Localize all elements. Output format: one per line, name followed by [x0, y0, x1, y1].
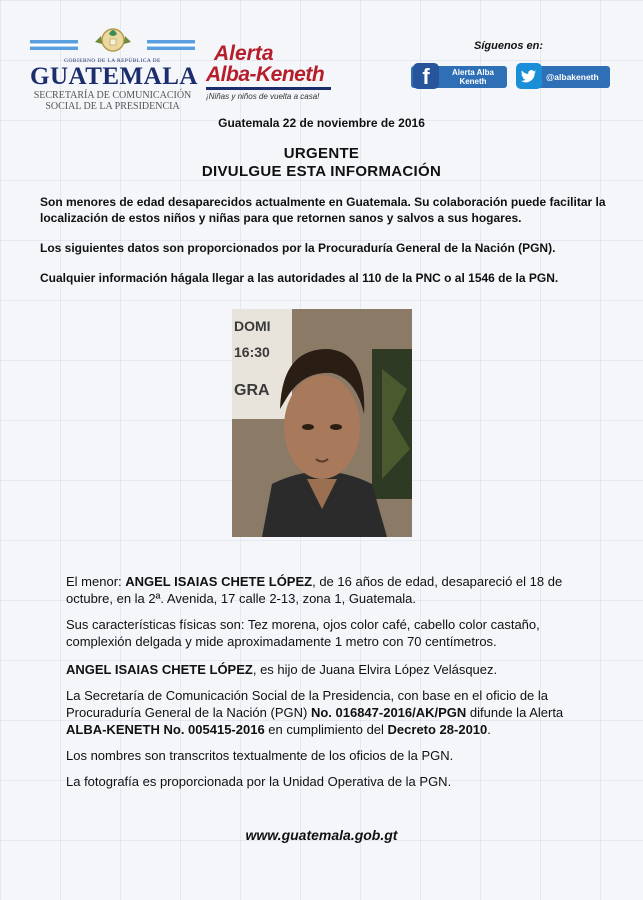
coat-of-arms-icon — [93, 22, 133, 56]
gov-small-caption: GOBIERNO DE LA REPÚBLICA DE — [64, 58, 161, 64]
missing-person-name: ANGEL ISAIAS CHETE LÓPEZ — [125, 574, 313, 589]
missing-person-name-2: ANGEL ISAIAS CHETE LÓPEZ — [66, 662, 253, 677]
twitter-icon — [516, 63, 542, 89]
social-title: Síguenos en: — [474, 40, 544, 52]
p3-details: , es hijo de Juana Elvira López Velásquez. — [252, 662, 498, 677]
twitter-label: @albakeneth — [546, 72, 599, 82]
body-paragraph-photo-note: La fotografía es proporcionada por la Unidad Operativa de la PGN. — [66, 774, 452, 789]
title-urgente: URGENTE — [283, 145, 360, 162]
p1-prefix: El menor: — [66, 574, 126, 589]
facebook-link[interactable] — [411, 66, 507, 88]
body-paragraph-secretaria — [66, 687, 586, 738]
p4-oficio: No. 016847-2016/AK/PGN — [310, 705, 467, 720]
p4-decreto: Decreto 28-2010 — [387, 722, 488, 737]
p4-part-c: en cumplimiento del — [264, 722, 388, 737]
alert-logo-name: Alba-Keneth — [206, 63, 325, 86]
p4-part-b: difunde la Alerta — [466, 705, 564, 720]
alerta-alba-keneth-logo — [206, 44, 336, 110]
twitter-link[interactable] — [518, 66, 610, 88]
website-link[interactable]: www.guatemala.gob.gt — [245, 827, 398, 843]
photo-sign-line2: 16:30 — [234, 344, 270, 360]
p4-alerta: ALBA-KENETH No. 005415-2016 — [66, 722, 265, 737]
p4-part-d: . — [487, 722, 491, 737]
body-paragraph-parent — [66, 661, 586, 678]
p1-details: , de 16 años de edad, desapareció el 18 de octubre, en la 2ª. Avenida, 17 calle 2-13, zona 1, Guatemala. — [66, 574, 563, 606]
body-paragraph-names-note: Los nombres son transcritos textualmente de los oficios de la PGN. — [66, 748, 454, 763]
alert-logo-word: Alerta — [214, 42, 274, 65]
facebook-icon: f — [413, 63, 439, 89]
facebook-label: Alerta Alba Keneth — [452, 68, 494, 86]
gov-country-name: GUATEMALA — [30, 63, 198, 90]
flag-stripe-left — [30, 40, 78, 50]
intro-paragraph-1: Son menores de edad desaparecidos actualmente en Guatemala. Su colaboración puede facilitar la localización de estos niños y niñas para que retornen sanos y salvos a sus hogares. — [40, 195, 606, 225]
body-paragraph-characteristics: Sus características físicas son: Tez morena, ojos color café, cabello color castaño, complexión delgada y mide aproximadamente 1 metro con 70 centímetros. — [66, 617, 540, 649]
intro-paragraph-2: Los siguientes datos son proporcionados por la Procuraduría General de la Nación (PGN). — [40, 241, 556, 255]
flag-stripe-right — [147, 40, 195, 50]
gov-secretaria-line2: SOCIAL DE LA PRESIDENCIA — [45, 101, 180, 112]
photo-sign-line1: DOMI — [234, 318, 271, 334]
body-paragraph-missing — [66, 573, 586, 607]
alert-logo-bar — [206, 87, 331, 90]
title-divulgue: DIVULGUE ESTA INFORMACIÓN — [201, 163, 442, 180]
missing-person-photo — [232, 309, 412, 537]
photo-sign-line3: GRA — [234, 382, 270, 399]
document-date: Guatemala 22 de noviembre de 2016 — [218, 116, 425, 130]
intro-paragraph-3: Cualquier información hágala llegar a las autoridades al 110 de la PNC o al 1546 de la PGN. — [40, 271, 559, 285]
p4-part-a: La Secretaría de Comunicación Social de la Presidencia, con base en el oficio de la Procuraduría General de la Nación (PGN) — [66, 688, 549, 720]
gov-secretaria-line1: SECRETARÍA DE COMUNICACIÓN — [33, 90, 192, 101]
alert-logo-tagline: ¡Niñas y niños de vuelta a casa! — [206, 92, 320, 101]
